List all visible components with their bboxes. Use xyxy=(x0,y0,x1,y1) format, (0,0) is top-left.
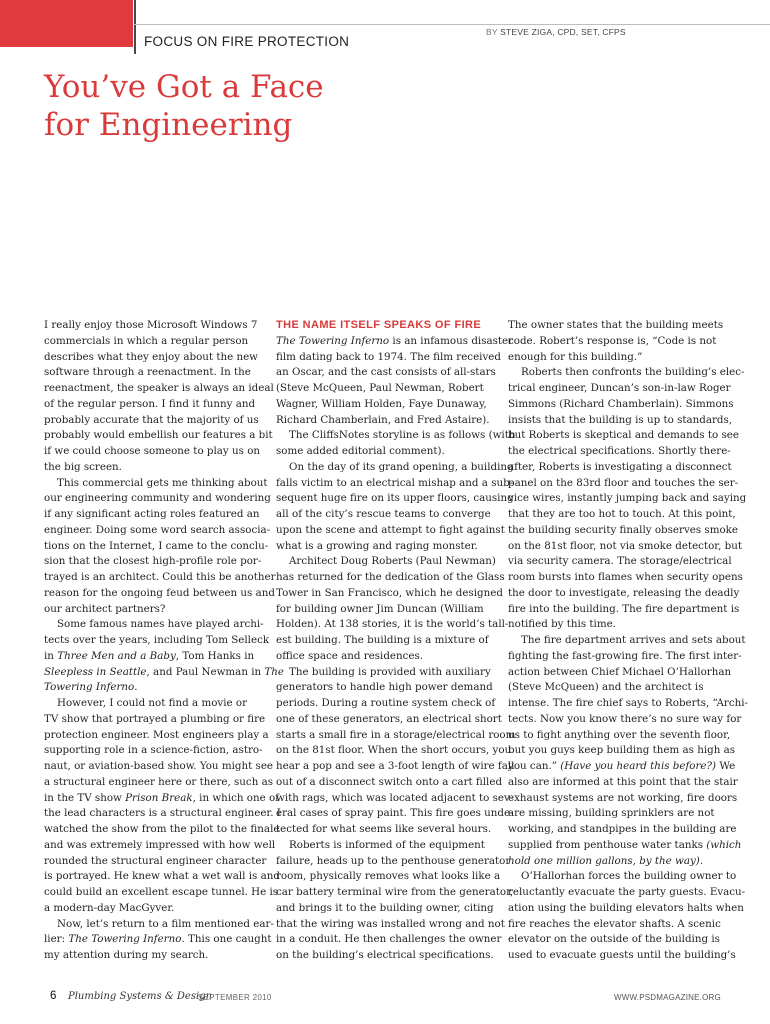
text-line: sequent huge fire on its upper floors, causing xyxy=(276,492,514,505)
text-line: Roberts then confronts the building’s elec- xyxy=(521,366,745,379)
text-line: a structural engineer here or there, such as xyxy=(44,775,274,788)
text-line: supplied from penthouse water tanks (which xyxy=(508,838,742,851)
text-line: via security camera. The storage/electrical xyxy=(508,555,732,568)
text-line: tected for what seems like several hours. xyxy=(276,823,492,835)
text-line: The Towering Inferno is an infamous disaster xyxy=(276,334,514,347)
text-line: lier: The Towering Inferno. This one caught xyxy=(44,933,272,946)
text-line: starts a small fire in a storage/electrical room xyxy=(276,728,516,741)
text-line: This commercial gets me thinking about xyxy=(57,476,268,489)
article-column-2 xyxy=(276,318,516,964)
text-line: is portrayed. He knew what a wet wall is and xyxy=(44,870,280,883)
text-line: Architect Doug Roberts (Paul Newman) xyxy=(289,555,496,568)
text-line: car battery terminal wire from the generator, xyxy=(276,886,514,898)
subhead: THE NAME ITSELF SPEAKS OF FIRE xyxy=(276,319,482,331)
article-title xyxy=(44,68,464,144)
text-line: the door to investigate, releasing the deadly xyxy=(508,586,740,599)
text-line: elevator on the outside of the building is xyxy=(508,933,720,946)
article-column-3 xyxy=(508,318,749,964)
text-line: but you guys keep building them as high as xyxy=(508,744,736,757)
text-line: office space and residences. xyxy=(276,649,424,662)
text-line: a modern-day MacGyver. xyxy=(44,901,175,914)
text-line: tions on the Internet, I came to the conclu- xyxy=(44,539,269,552)
text-line: commercials in which a regular person xyxy=(44,334,249,347)
text-line: reenactment, the speaker is always an ideal xyxy=(44,382,274,394)
text-line: (Steve McQueen) and the architect is xyxy=(508,681,704,694)
text-line: could build an excellent escape tunnel. He is xyxy=(44,886,279,898)
text-line: us to fight anything over the seventh floor, xyxy=(508,728,731,741)
text-line: room bursts into flames when security opens xyxy=(508,571,743,583)
text-line: if any significant acting roles featured an xyxy=(44,508,260,520)
text-line: what is a growing and raging monster. xyxy=(276,539,478,552)
title-line-1: You’ve Got a Face xyxy=(44,69,324,105)
text-line: engineer. Doing some word search associa- xyxy=(44,523,271,536)
text-line: describes what they enjoy about the new xyxy=(44,350,258,363)
text-line: you can.” (Have you heard this before?) We xyxy=(508,760,736,772)
text-line: exhaust systems are not working, fire doors xyxy=(508,791,738,804)
text-line: O’Hallorhan forces the building owner to xyxy=(521,870,737,883)
text-line: all of the city’s rescue teams to converge xyxy=(276,508,491,520)
text-line: falls victim to an electrical mishap and a sub- xyxy=(276,476,514,489)
text-line: the lead characters is a structural engineer. I xyxy=(44,807,281,820)
text-line: probably would embellish our features a bit xyxy=(44,429,273,442)
text-line: Simmons (Richard Chamberlain). Simmons xyxy=(508,397,734,410)
header-horizontal-rule xyxy=(134,24,770,25)
text-line: reason for the ongoing feud between us and xyxy=(44,586,275,599)
text-line: the electrical specifications. Shortly there- xyxy=(508,445,731,457)
text-line: reluctantly evacuate the party guests. Evacu- xyxy=(508,886,746,898)
text-line: on the 81st floor, not via smoke detector, but xyxy=(508,539,742,552)
text-line: (Steve McQueen, Paul Newman, Robert xyxy=(276,382,484,394)
text-line: enough for this building.” xyxy=(508,350,643,363)
text-line: The building is provided with auxiliary xyxy=(289,665,491,678)
text-line: fire into the building. The fire department is xyxy=(508,602,740,615)
text-line: working, and standpipes in the building are xyxy=(508,823,737,835)
text-line: used to evacuate guests until the building’s xyxy=(508,949,736,961)
text-line: naut, or aviation-based show. You might see xyxy=(44,760,274,772)
text-line: sion that the closest high-profile role por- xyxy=(44,555,262,568)
text-line: software through a reenactment. In the xyxy=(44,366,251,379)
byline xyxy=(486,27,626,37)
issue-date: SEPTEMBER 2010 xyxy=(198,993,272,1002)
text-line: are missing, building sprinklers are not xyxy=(508,807,715,820)
section-label: FOCUS ON FIRE PROTECTION xyxy=(144,34,350,49)
text-line: periods. During a routine system check of xyxy=(276,697,496,709)
text-line: in a conduit. He then challenges the owner xyxy=(276,933,502,946)
website-url: WWW.PSDMAGAZINE.ORG xyxy=(614,993,721,1002)
text-line: panel on the 83rd floor and touches the ser- xyxy=(508,476,739,489)
text-line: the building security finally observes smoke xyxy=(508,523,739,536)
text-line: some added editorial comment). xyxy=(276,445,445,457)
article-column-1 xyxy=(44,318,285,964)
text-line: Wagner, William Holden, Faye Dunaway, xyxy=(276,397,487,410)
text-line: tects over the years, including Tom Selleck xyxy=(44,634,270,646)
text-line: that the wiring was installed wrong and not xyxy=(276,917,505,930)
text-line: notified by this time. xyxy=(508,618,616,631)
text-line: trical engineer, Duncan’s son-in-law Roger xyxy=(508,382,731,394)
title-line-2: for Engineering xyxy=(44,107,293,143)
text-line: also are informed at this point that the stair xyxy=(508,775,738,788)
text-line: out of a disconnect switch onto a cart filled xyxy=(276,775,503,788)
text-line: eral cases of spray paint. This fire goes unde- xyxy=(276,807,514,820)
byline-author: STEVE ZIGA, CPD, SET, CFPS xyxy=(500,27,626,37)
text-line: the big screen. xyxy=(44,460,122,473)
byline-prefix: BY xyxy=(486,27,498,37)
text-line: supporting role in a science-fiction, astro- xyxy=(44,744,263,757)
text-line: Richard Chamberlain, and Fred Astaire). xyxy=(276,413,490,426)
text-line: ation using the building elevators halts when xyxy=(508,901,744,914)
text-line: fighting the fast-growing fire. The first inter- xyxy=(508,649,742,662)
text-line: one of these generators, an electrical short xyxy=(276,712,502,725)
text-line: for building owner Jim Duncan (William xyxy=(276,602,484,615)
text-line: I really enjoy those Microsoft Windows 7 xyxy=(44,319,258,331)
text-line: trayed is an architect. Could this be another xyxy=(44,571,276,583)
text-line: has returned for the dedication of the Glass xyxy=(276,571,505,583)
text-line: vice wires, instantly jumping back and saying xyxy=(508,492,747,505)
text-line: insists that the building is up to standards, xyxy=(508,413,733,426)
text-line: on the 81st floor. When the short occurs, you xyxy=(276,744,512,757)
text-line: hear a pop and see a 3-foot length of wire fall xyxy=(276,760,515,772)
text-line: in the TV show Prison Break, in which one of xyxy=(44,791,279,804)
text-line: of the regular person. I find it funny and xyxy=(44,397,256,410)
text-line: watched the show from the pilot to the finale xyxy=(44,823,280,835)
text-line: probably accurate that the majority of us xyxy=(44,413,259,426)
text-line: but Roberts is skeptical and demands to see xyxy=(508,429,739,442)
page-number: 6 xyxy=(50,990,57,1002)
text-line: protection engineer. Most engineers play a xyxy=(44,728,269,741)
text-line: and was extremely impressed with how well xyxy=(44,838,276,851)
text-line: The owner states that the building meets xyxy=(508,319,724,331)
text-line: code. Robert’s response is, “Code is not xyxy=(508,334,717,347)
text-line: our architect partners? xyxy=(44,602,166,615)
text-line: Towering Inferno. xyxy=(44,681,138,694)
text-line: our engineering community and wondering xyxy=(44,492,271,505)
text-line: tects. Now you know there’s no sure way for xyxy=(508,712,742,725)
text-line: est building. The building is a mixture of xyxy=(276,634,489,646)
text-line: fire reaches the elevator shafts. A scenic xyxy=(508,917,721,930)
text-line: generators to handle high power demand xyxy=(276,681,493,694)
text-line: an Oscar, and the cast consists of all-stars xyxy=(276,366,496,379)
text-line: Some famous names have played archi- xyxy=(57,618,264,631)
text-line: Now, let’s return to a film mentioned ear- xyxy=(57,917,274,930)
text-line: The CliffsNotes storyline is as follows (with xyxy=(289,429,516,442)
text-line: intense. The fire chief says to Roberts, “Archi- xyxy=(508,697,749,709)
publication-name: Plumbing Systems & Design xyxy=(68,991,213,1002)
text-line: my attention during my search. xyxy=(44,949,209,961)
text-line: failure, heads up to the penthouse generator xyxy=(276,854,511,867)
text-line: hold one million gallons, by the way). xyxy=(508,854,704,867)
text-line: action between Chief Michael O’Hallorhan xyxy=(508,665,732,678)
text-line: with rags, which was located adjacent to sev- xyxy=(276,791,514,804)
text-line: The fire department arrives and sets about xyxy=(521,634,746,646)
header-red-bar xyxy=(0,0,133,47)
text-line: rounded the structural engineer character xyxy=(44,854,267,867)
header-vertical-rule xyxy=(134,0,136,54)
text-line: TV show that portrayed a plumbing or fire xyxy=(44,712,266,725)
text-line: if we could choose someone to play us on xyxy=(44,445,261,457)
text-line: and brings it to the building owner, citing xyxy=(276,901,494,914)
text-line: However, I could not find a movie or xyxy=(57,697,248,709)
text-line: Holden). At 138 stories, it is the world’s tall- xyxy=(276,618,509,631)
text-line: room, physically removes what looks like a xyxy=(276,870,501,883)
text-line: On the day of its grand opening, a building xyxy=(289,460,514,473)
text-line: film dating back to 1974. The film received xyxy=(276,350,501,363)
text-line: in Three Men and a Baby, Tom Hanks in xyxy=(44,649,255,662)
text-line: upon the scene and attempt to fight against xyxy=(276,523,505,536)
text-line: Sleepless in Seattle, and Paul Newman in The xyxy=(44,665,285,678)
text-line: on the building’s electrical specifications. xyxy=(276,949,494,961)
text-line: that they are too hot to touch. At this point, xyxy=(508,508,736,520)
text-line: Roberts is informed of the equipment xyxy=(289,838,485,851)
text-line: Tower in San Francisco, which he designed xyxy=(276,586,503,599)
text-line: after, Roberts is investigating a disconnect xyxy=(508,460,732,473)
